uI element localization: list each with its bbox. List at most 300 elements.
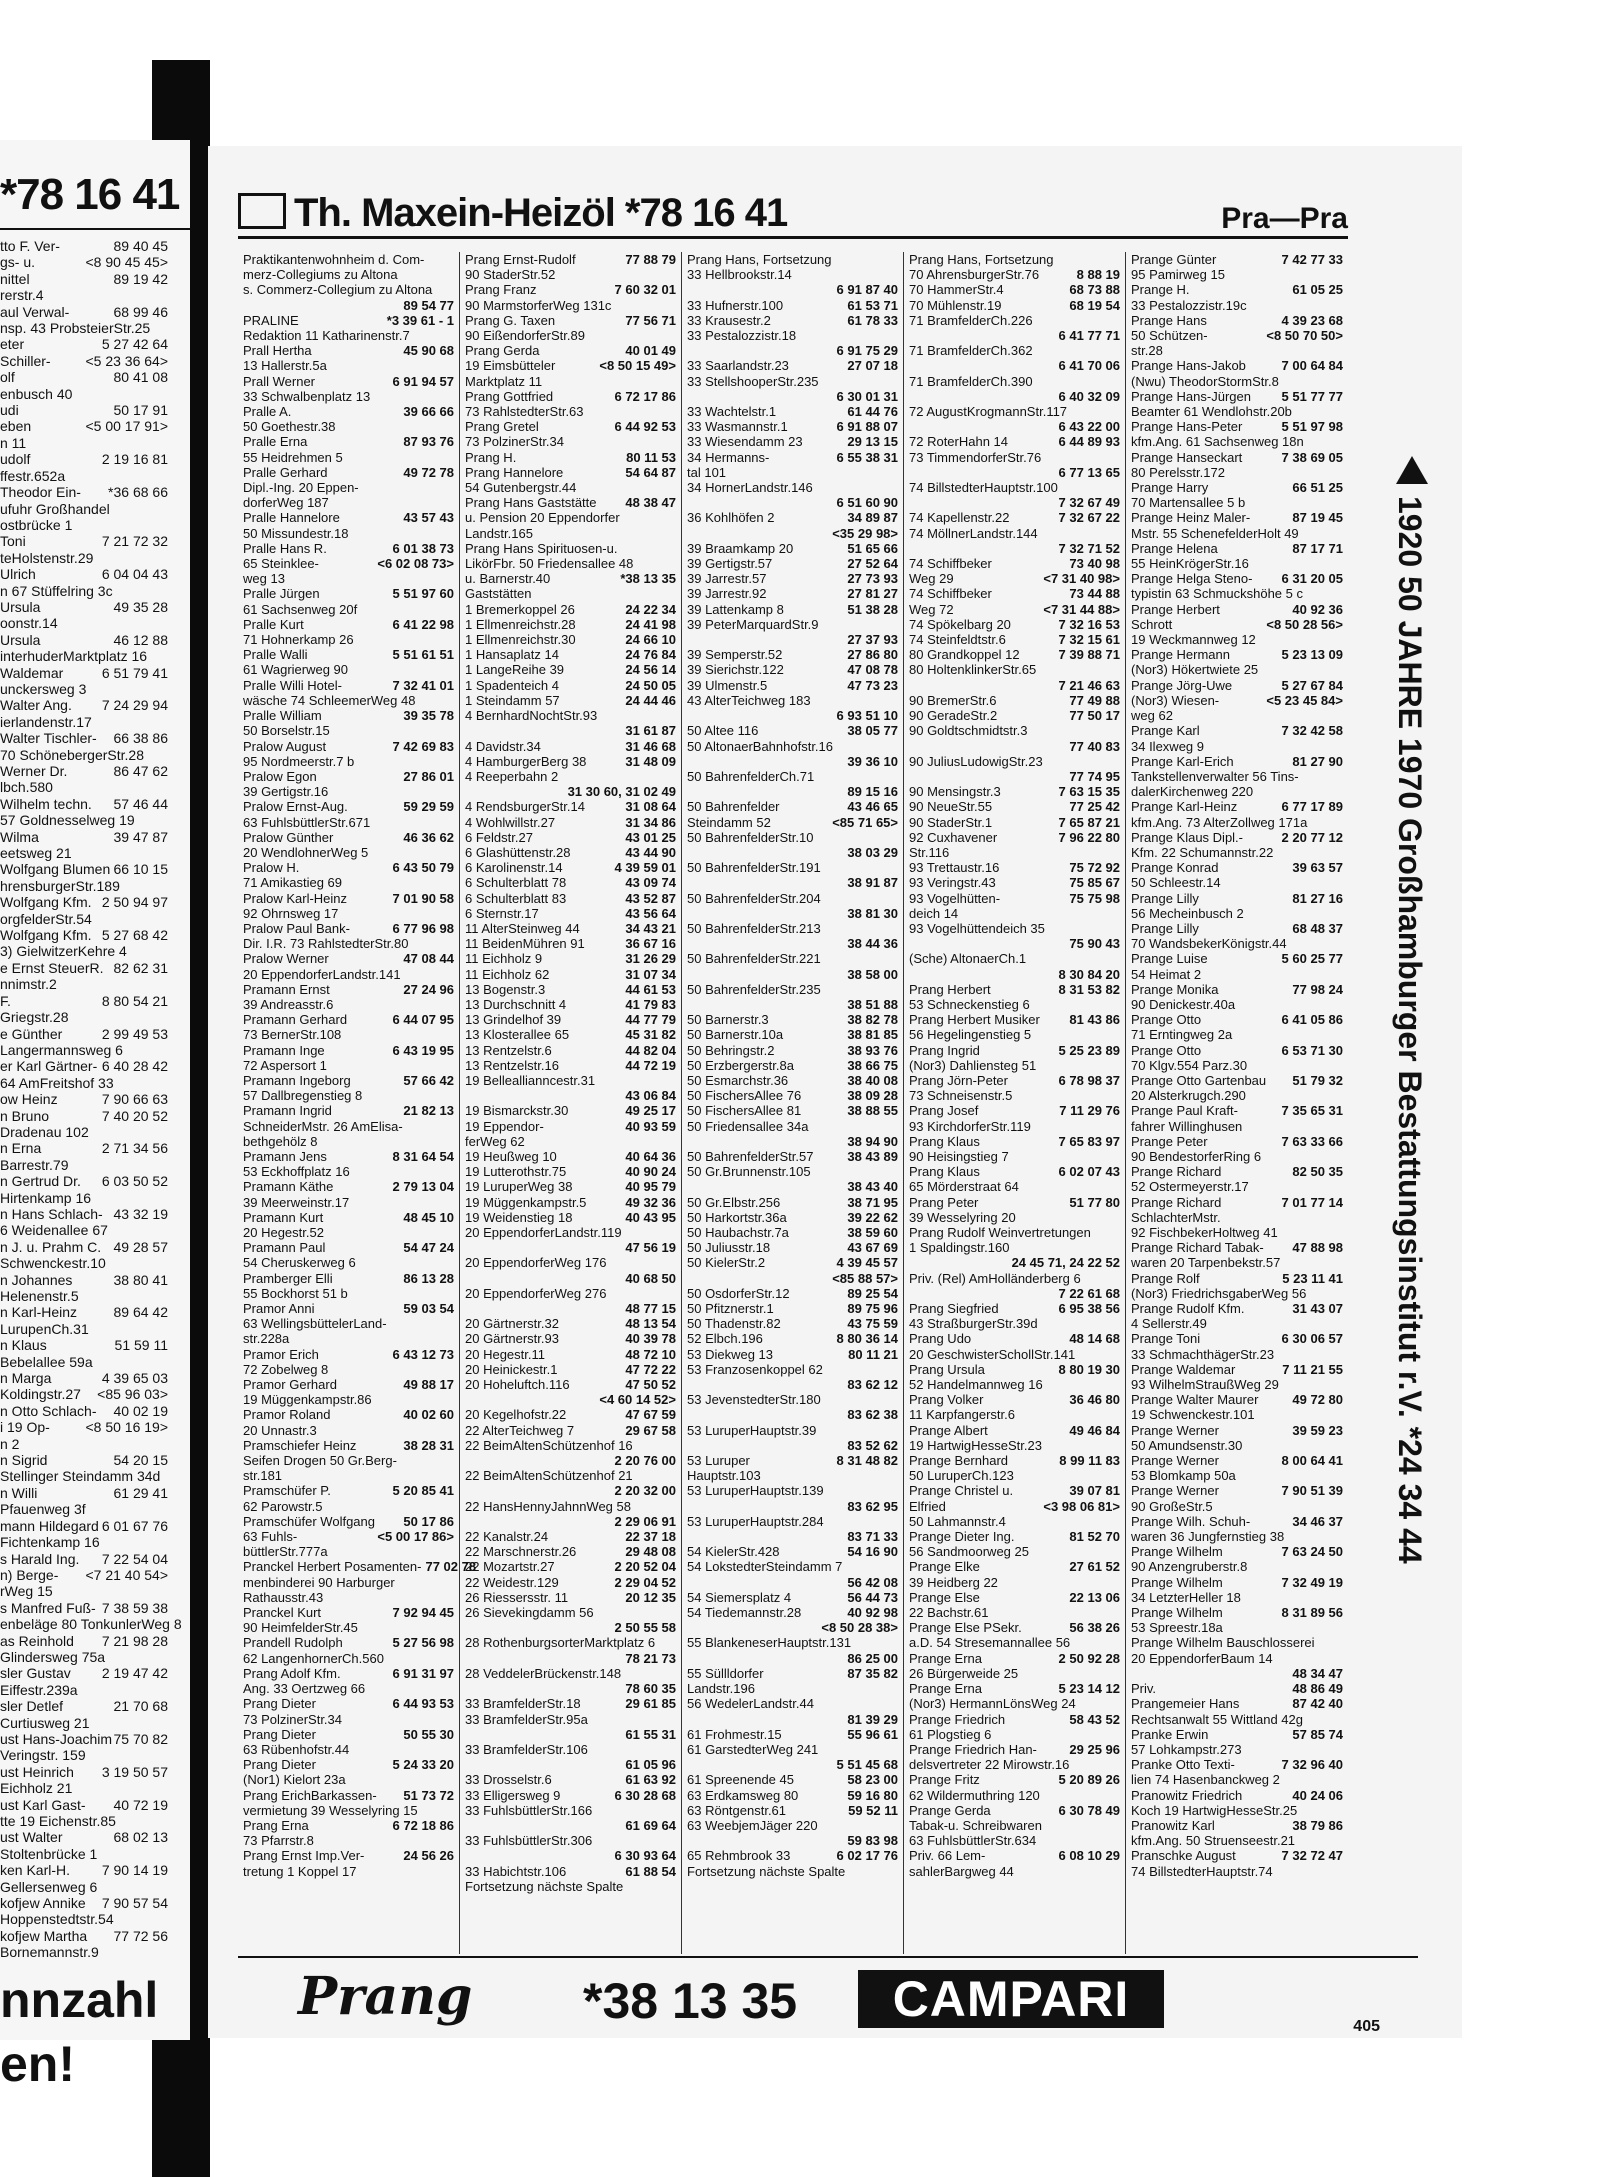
list-item: [687, 1043, 898, 1058]
list-item: [909, 1696, 1120, 1711]
entry-number: 5 25 23 89: [1058, 1042, 1120, 1058]
entry-text: 53 Franzosenkoppel 62: [687, 1361, 823, 1377]
entry-text: 36 Kohlhöfen 2: [687, 510, 775, 526]
entry-text: Pramor Gerhard: [243, 1377, 337, 1393]
entry-text: menbinderei 90 Harburger: [243, 1574, 395, 1590]
entry-number: 7 38 69 05: [1281, 449, 1343, 465]
entry-text: 53 Schneckenstieg 6: [909, 996, 1030, 1012]
list-item: [687, 1301, 898, 1316]
entry-text: n Klaus: [0, 1337, 47, 1354]
entry-text: delsvertreter 22 Mirowstr.16: [909, 1757, 1070, 1773]
list-item: [687, 1438, 898, 1453]
list-item: [1131, 1559, 1343, 1574]
entry-number: [894, 1392, 898, 1407]
entry-number: [672, 434, 676, 449]
entry-text: Prange Werner: [1131, 1422, 1219, 1438]
list-item: [465, 815, 676, 830]
entry-text: tte 19 Eichenstr.85: [0, 1813, 116, 1829]
list-item: [465, 1012, 676, 1027]
entry-text: 39 Ulmenstr.5: [687, 677, 768, 693]
list-item: [243, 1757, 454, 1772]
list-item: [1131, 739, 1343, 754]
entry-number: [1339, 1651, 1343, 1666]
list-item: [687, 997, 898, 1012]
entry-text: Prange Lilly: [1131, 920, 1199, 936]
entry-number: 2 20 32 00: [614, 1483, 676, 1499]
entry-number: 5 51 97 60: [392, 586, 454, 602]
list-item: [465, 1423, 676, 1438]
list-item: [909, 358, 1120, 373]
list-item: [465, 784, 676, 799]
list-item: [243, 1331, 454, 1346]
entry-number: 6 08 10 29: [1058, 1848, 1120, 1864]
list-item: [909, 389, 1120, 404]
entry-number: 61 05 96: [625, 1757, 676, 1773]
list-item: [465, 921, 676, 936]
entry-text: büttlerStr.777a: [243, 1544, 328, 1560]
entry-number: 2 19 16 81: [101, 451, 168, 468]
entry-text: 63 WellingsbüttelerLand-: [243, 1316, 387, 1332]
list-item: [0, 386, 190, 402]
list-item: [687, 1073, 898, 1088]
entry-number: 77 02 78: [425, 1559, 477, 1575]
entry-text: 20 Heinickestr.1: [465, 1361, 558, 1377]
entry-text: 90 HeimfelderStr.45: [243, 1620, 358, 1636]
entry-text: Prange Richard: [1131, 1164, 1222, 1180]
entry-text: Theodor Ein-: [0, 484, 81, 501]
entry-text: deich 14: [909, 905, 959, 921]
list-item: [687, 1499, 898, 1514]
entry-text: 57 Dallbregenstieg 8: [243, 1088, 363, 1104]
list-item: [909, 541, 1120, 556]
entry-text: (Nor1) Kielort 23a: [243, 1772, 346, 1788]
entry-number: 48 14 68: [1069, 1331, 1120, 1347]
list-item: [687, 328, 898, 343]
entry-number: 68 73 88: [1069, 282, 1120, 298]
list-item: [465, 282, 676, 297]
entry-text: s Manfred Fuß-: [0, 1599, 96, 1616]
list-item: [687, 1712, 898, 1727]
entry-number: 7 32 42 58: [1281, 723, 1343, 739]
list-item: [1131, 1392, 1343, 1407]
list-item: [243, 860, 454, 875]
list-item: [0, 501, 190, 517]
list-item: [1131, 693, 1343, 708]
list-item: [687, 1772, 898, 1787]
entry-number: <5 00 17 91>: [85, 418, 168, 435]
list-item: [243, 1559, 477, 1575]
entry-text: Prange Paul Kraft-: [1131, 1103, 1238, 1119]
list-item: [909, 1453, 1120, 1468]
list-item: [465, 1377, 676, 1392]
entry-number: [450, 936, 454, 951]
list-item: [687, 1483, 898, 1498]
list-item: [243, 1666, 454, 1681]
entry-number: 6 41 22 98: [392, 616, 454, 632]
entry-text: Prange Helena: [1131, 540, 1218, 556]
entry-number: 61 63 92: [625, 1772, 676, 1788]
entry-text: 4 RendsburgerStr.14: [465, 799, 585, 815]
entry-number: [1339, 1119, 1343, 1134]
list-item: [687, 252, 898, 267]
list-item: [243, 936, 454, 951]
list-item: [243, 1179, 454, 1194]
entry-number: 89 25 54: [847, 1285, 898, 1301]
entry-number: 68 48 37: [1292, 920, 1343, 936]
list-item: [909, 450, 1120, 465]
entry-text: 1 LangeReihe 39: [465, 662, 565, 678]
entry-number: 7 65 83 97: [1058, 1133, 1120, 1149]
entry-text: Prang G. Taxen: [465, 312, 556, 328]
entry-number: [1339, 1864, 1343, 1879]
list-item: [909, 298, 1120, 313]
list-item: [465, 1848, 676, 1863]
list-item: [1131, 1712, 1343, 1727]
entry-number: 86 13 28: [403, 1270, 454, 1286]
list-item: [909, 1514, 1120, 1529]
list-item: [909, 510, 1120, 525]
entry-text: 71 BramfelderCh.226: [909, 312, 1033, 328]
entry-number: [450, 602, 454, 617]
entry-number: 40 68 50: [625, 1270, 676, 1286]
list-item: [243, 1088, 454, 1103]
entry-number: 38 79 86: [1292, 1817, 1343, 1833]
entry-text: Prange Werner: [1131, 1483, 1219, 1499]
list-item: [243, 1058, 454, 1073]
entry-text: 53 Blomkamp 50a: [1131, 1468, 1236, 1484]
list-item: [0, 599, 190, 615]
entry-text: tto F. Ver-: [0, 238, 60, 254]
list-item: [0, 271, 190, 287]
entry-text: nnimstr.2: [0, 976, 57, 993]
entry-text: Prange Wilhelm: [1131, 1605, 1223, 1621]
entry-text: dorferWeg 187: [243, 495, 329, 511]
entry-number: 75 72 92: [1069, 860, 1120, 876]
entry-number: 40 90 24: [625, 1164, 676, 1180]
list-item: [0, 1173, 190, 1189]
list-item: [1131, 723, 1343, 738]
list-item: [909, 647, 1120, 662]
entry-number: [1339, 1058, 1343, 1073]
list-item: [465, 1681, 676, 1696]
entry-number: 6 44 93 53: [392, 1696, 454, 1712]
entry-number: 24 45 71, 24 22 52: [1011, 1255, 1120, 1271]
entry-text: 73 Pfarrstr.8: [243, 1833, 314, 1849]
list-item: [909, 845, 1120, 860]
list-item: [465, 1027, 676, 1042]
entry-number: [1339, 1225, 1343, 1240]
entry-number: 24 56 26: [403, 1848, 454, 1864]
entry-text: udi: [0, 402, 19, 419]
entry-text: 93 WilhelmStraußWeg 29: [1131, 1377, 1279, 1393]
entry-text: 20 Hoheluftch.116: [465, 1377, 570, 1393]
entry-number: 59 16 80: [847, 1787, 898, 1803]
entry-text: 33 Wiesendamm 23: [687, 434, 803, 450]
entry-number: [1116, 1468, 1120, 1483]
entry-number: 46 36 62: [403, 829, 454, 845]
entry-text: 33 Saarlandstr.23: [687, 358, 789, 374]
entry-text: teHolstenstr.29: [0, 549, 94, 566]
entry-number: 7 11 21 55: [1282, 1361, 1343, 1377]
entry-number: 59 52 11: [848, 1802, 898, 1818]
list-item: [1131, 1499, 1343, 1514]
entry-text: 70 Mühlenstr.19: [909, 297, 1002, 313]
entry-text: Prang Gerda: [465, 343, 540, 359]
entry-text: Bebelallee 59a: [0, 1353, 93, 1370]
list-item: [465, 267, 676, 282]
entry-text: Gaststätten: [465, 586, 532, 602]
entry-number: [1339, 1088, 1343, 1103]
entry-number: [1339, 1620, 1343, 1635]
entry-number: 24 44 46: [625, 692, 676, 708]
list-item: [0, 484, 190, 500]
entry-number: [1339, 784, 1343, 799]
side-advertisement: [1370, 496, 1440, 1876]
entry-number: 27 73 93: [847, 571, 898, 587]
list-item: [909, 1407, 1120, 1422]
entry-number: 6 53 71 30: [1281, 1042, 1343, 1058]
list-item: [1131, 1149, 1343, 1164]
entry-number: 4 39 45 57: [836, 1255, 898, 1271]
list-item: [243, 556, 454, 571]
list-item: [0, 1058, 190, 1074]
entry-number: *36 68 66: [108, 484, 168, 501]
list-item: [465, 632, 676, 647]
entry-text: 6 Glashüttenstr.28: [465, 844, 571, 860]
list-item: [909, 1134, 1120, 1149]
entry-text: Prang Dieter: [243, 1757, 316, 1773]
entry-number: 48 13 54: [625, 1316, 676, 1332]
left-page-header: *78 16 41: [0, 140, 190, 230]
list-item: [243, 571, 454, 586]
entry-text: tretung 1 Koppel 17: [243, 1863, 357, 1879]
entry-text: kfm.Ang. 61 Sachsenweg 18n: [1131, 434, 1304, 450]
entry-number: <85 71 65>: [832, 814, 898, 830]
list-item: [0, 402, 190, 418]
entry-text: Prang Ernst-Rudolf: [465, 252, 576, 267]
entry-text: Prange Walter Maurer: [1131, 1392, 1259, 1408]
list-item: [687, 632, 898, 647]
entry-number: [1339, 815, 1343, 830]
entry-number: 89 75 96: [847, 1301, 898, 1317]
entry-number: [450, 1027, 454, 1042]
entry-number: [1339, 632, 1343, 647]
list-item: [0, 1551, 190, 1567]
list-item: [243, 1833, 454, 1848]
entry-text: Prange Heinz Maler-: [1131, 510, 1251, 526]
entry-number: 58 43 52: [1069, 1711, 1120, 1727]
entry-number: [894, 480, 898, 495]
list-item: [909, 1271, 1120, 1286]
list-item: [687, 662, 898, 677]
entry-text: 52 Ostermeyerstr.17: [1131, 1179, 1249, 1195]
entry-number: [894, 1864, 898, 1879]
list-item: [909, 465, 1120, 480]
list-item: [243, 1605, 454, 1620]
left-page-ad-text-1: nnzahl: [0, 1971, 159, 2028]
list-item: [465, 1271, 676, 1286]
entry-text: 54 Gutenbergstr.44: [465, 480, 577, 496]
list-item: [0, 1255, 190, 1271]
list-item: [0, 1108, 190, 1124]
entry-text: 1 Ellmenreichstr.28: [465, 616, 576, 632]
entry-number: 27 07 18: [847, 358, 898, 374]
entry-text: 20 Unnastr.3: [243, 1422, 317, 1438]
entry-text: 50 BahrenfelderStr.10: [687, 829, 814, 845]
entry-number: 31 61 87: [625, 723, 676, 739]
list-item: [465, 1392, 676, 1407]
list-item: [243, 1027, 454, 1042]
entry-number: [450, 815, 454, 830]
list-item: [0, 1091, 190, 1107]
list-item: [465, 298, 676, 313]
list-item: [243, 982, 454, 997]
list-item: [243, 1727, 454, 1742]
entry-number: 87 35 82: [847, 1665, 898, 1681]
entry-number: [450, 1164, 454, 1179]
entry-text: olf: [0, 369, 15, 386]
entry-number: [672, 1286, 676, 1301]
list-item: [909, 936, 1120, 951]
entry-text: sahlerBargweg 44: [909, 1863, 1014, 1879]
entry-text: 52 Elbch.196: [687, 1331, 763, 1347]
entry-number: 29 61 85: [625, 1696, 676, 1712]
entry-number: 7 32 67 22: [1058, 510, 1120, 526]
list-item: [0, 1567, 190, 1583]
list-item: [0, 1354, 190, 1370]
entry-number: [1339, 267, 1343, 282]
entry-text: 71 Hohnerkamp 26: [243, 632, 354, 648]
entry-text: 33 StellshooperStr.235: [687, 373, 819, 389]
list-item: [687, 526, 898, 541]
list-item: [0, 615, 190, 631]
entry-number: 49 72 80: [1292, 1392, 1343, 1408]
entry-number: 31 46 68: [625, 738, 676, 754]
entry-text: Prang Peter: [909, 1194, 979, 1210]
entry-text: Eiffestr.239a: [0, 1681, 78, 1698]
entry-text: 70 Martensallee 5 b: [1131, 495, 1246, 511]
list-item: [1131, 602, 1343, 617]
list-item: [909, 1712, 1120, 1727]
entry-text: 74 Steinfeldtstr.6: [909, 632, 1006, 648]
entry-number: 20 12 35: [625, 1589, 676, 1605]
entry-text: Pramor Roland: [243, 1407, 331, 1423]
entry-number: [894, 739, 898, 754]
entry-number: 89 15 16: [847, 784, 898, 800]
list-item: [243, 891, 454, 906]
list-item: [909, 267, 1120, 282]
entry-number: 7 11 29 76: [1059, 1103, 1120, 1119]
list-item: [909, 617, 1120, 632]
list-item: [1131, 1423, 1343, 1438]
list-item: [243, 358, 454, 373]
list-item: [243, 693, 454, 708]
entry-text: Prang Erna: [243, 1817, 309, 1833]
entry-text: Prange Jörg-Uwe: [1131, 677, 1233, 693]
entry-text: Pralle William: [243, 708, 322, 724]
entry-number: 4 39 65 03: [101, 1370, 168, 1387]
entry-number: [672, 541, 676, 556]
entry-number: 77 88 79: [625, 252, 676, 267]
entry-text: 50 Juliusstr.18: [687, 1240, 771, 1256]
entry-number: 24 76 84: [625, 647, 676, 663]
list-item: [687, 480, 898, 495]
list-item: [0, 1304, 190, 1320]
list-item: [1131, 891, 1343, 906]
entry-text: 63 FuhlsbüttlerStr.671: [243, 814, 371, 830]
list-item: [243, 1742, 454, 1757]
entry-number: 6 02 17 76: [836, 1848, 898, 1864]
entry-text: Prange Hans-Jürgen: [1131, 388, 1251, 404]
entry-text: 50 FischersAllee 76: [687, 1088, 802, 1104]
entry-number: 66 38 86: [113, 730, 168, 747]
entry-text: Schrott: [1131, 616, 1173, 632]
list-item: [243, 1255, 454, 1270]
list-item: [0, 1944, 190, 1960]
entry-text: Pralle Hans R.: [243, 540, 327, 556]
entry-text: 53 JevenstedterStr.180: [687, 1392, 821, 1408]
left-page-ad-text-2: en!: [0, 2035, 75, 2092]
entry-text: Dipl.-Ing. 20 Eppen-: [243, 480, 359, 496]
entry-text: 56 Sandmoorweg 25: [909, 1544, 1029, 1560]
entry-number: 59 29 59: [403, 799, 454, 815]
list-item: [465, 708, 676, 723]
list-item: [909, 1195, 1120, 1210]
entry-number: 43 46 65: [847, 799, 898, 815]
list-item: [243, 617, 454, 632]
entry-text: 50 BahrenfelderStr.221: [687, 951, 821, 967]
heating-oil-logo-icon: [238, 193, 286, 229]
list-item: [909, 419, 1120, 434]
entry-number: 5 20 89 26: [1058, 1772, 1120, 1788]
entry-number: [672, 1073, 676, 1088]
entry-text: 50 Lahmannstr.4: [909, 1513, 1006, 1529]
list-item: [465, 1742, 676, 1757]
entry-number: [672, 1666, 676, 1681]
entry-text: Praktikantenwohnheim d. Com-: [243, 252, 425, 267]
entry-number: 27 86 01: [403, 768, 454, 784]
list-item: [0, 369, 190, 385]
entry-text: 28 RothenburgsorterMarktplatz 6: [465, 1635, 656, 1651]
entry-number: [450, 632, 454, 647]
list-item: [909, 723, 1120, 738]
entry-text: 73 PolzinerStr.34: [243, 1711, 343, 1727]
entry-text: nsp. 43 ProbsteierStr.25: [0, 320, 151, 337]
entry-text: Prange Hans: [1131, 312, 1207, 328]
entry-text: Prange Wilhelm: [1131, 1574, 1223, 1590]
entry-text: Redaktion 11 Katharinenstr.7: [243, 328, 410, 344]
list-item: [909, 1651, 1120, 1666]
list-item: [243, 1788, 454, 1803]
entry-text: n 67 Stüffelring 3c: [0, 582, 113, 599]
entry-text: 20 EppendorferLandstr.119: [465, 1225, 622, 1240]
entry-text: 19 Müggenkampstr.86: [243, 1392, 372, 1408]
entry-number: 87 93 76: [403, 434, 454, 450]
entry-number: 48 77 15: [625, 1301, 676, 1317]
entry-number: [894, 1818, 898, 1833]
entry-text: n Otto Schlach-: [0, 1402, 97, 1419]
entry-text: (Nor3) Dahliensteg 51: [909, 1057, 1037, 1073]
list-item: [0, 1206, 190, 1222]
list-item: [687, 1681, 898, 1696]
entry-text: merz-Collegiums zu Altona: [243, 267, 398, 283]
entry-number: 40 01 49: [625, 343, 676, 359]
entry-text: 39 Andreasstr.6: [243, 996, 334, 1012]
entry-number: 31 34 86: [625, 814, 676, 830]
entry-text: Prange Richard Tabak-: [1131, 1240, 1264, 1256]
entry-number: [672, 1468, 676, 1483]
entry-number: 48 86 49: [1292, 1681, 1343, 1697]
